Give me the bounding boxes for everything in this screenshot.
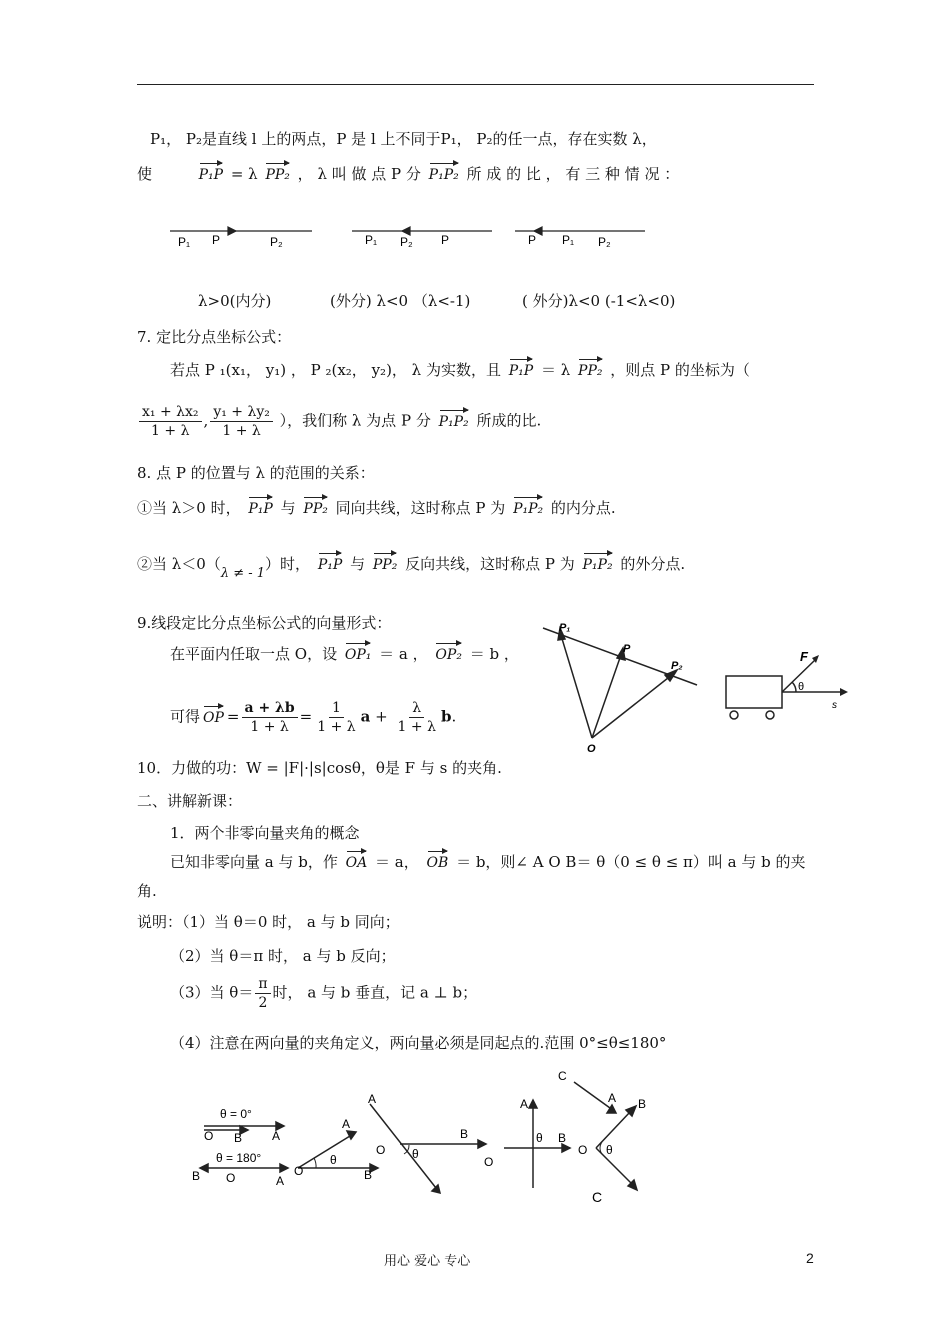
svg-text:C: C: [592, 1189, 603, 1205]
page-number: 2: [806, 1250, 814, 1266]
svg-text:O: O: [484, 1155, 494, 1169]
svg-text:θ: θ: [606, 1143, 613, 1157]
section8-heading: 8. 点 P 的位置与 λ 的范围的关系：: [137, 464, 375, 482]
theta-0-label: θ = 0°: [220, 1107, 252, 1121]
section9-line1: 在平面内任取一点 O，设 OP₁ ＝ a ， OP₂ ＝ b ，: [170, 640, 519, 664]
vector-p1p2: P₁P₂: [583, 550, 613, 573]
svg-text:O: O: [204, 1129, 214, 1143]
note-2: （2）当 θ＝π 时， a 与 b 反向；: [170, 947, 396, 965]
section8-case1: ①当 λ＞0 时， P₁P 与 PP₂ 同向共线，这时称点 P 为 P₁P₂ 的内分点.: [137, 494, 616, 518]
svg-text:θ: θ: [412, 1147, 419, 1161]
header-rule: [137, 84, 814, 85]
vector-op: OP: [203, 703, 224, 726]
svg-text:O: O: [294, 1164, 304, 1178]
svg-text:O: O: [578, 1143, 588, 1157]
section-point-triangle-figure: [535, 618, 710, 758]
vector-p1p2: P₁P₂: [439, 407, 469, 430]
vector-oa: OA: [346, 848, 368, 871]
section7-line1: 若点 P ₁(x₁， y₁) ， P ₂(x₂， y₂)， λ 为实数，且 P₁P ＝ λ PP₂ ，则点 P 的坐标为（: [170, 356, 750, 380]
svg-text:θ: θ: [330, 1153, 337, 1167]
section8-case2: ②当 λ＜0（λ ≠ - 1）时， P₁P 与 PP₂ 反向共线，这时称点 P 为 P₁P₂ 的外分点.: [137, 550, 685, 574]
theta-180-label: θ = 180°: [216, 1151, 262, 1165]
concept-heading: 1．两个非零向量夹角的概念: [170, 824, 360, 842]
vector-op1: OP₁: [345, 640, 372, 663]
svg-text:A: A: [368, 1092, 377, 1106]
vector-pp2: PP₂: [578, 356, 602, 379]
note-1: 说明：（1）当 θ＝0 时， a 与 b 同向；: [137, 913, 400, 931]
theta-label: θ: [798, 681, 805, 693]
angle-definition-line2: 角.: [137, 882, 157, 900]
svg-text:C: C: [558, 1069, 567, 1083]
y-coordinate-fraction: $\frac{\text{y₁ + λy₂}}{1 + \lambda}$: [210, 404, 273, 439]
pi-over-2: $\frac{\pi}{2}$: [255, 976, 270, 1011]
vector-pp2: PP₂: [373, 550, 397, 573]
footer-motto: 用心 爱心 专心: [384, 1254, 471, 1269]
p-label: P: [623, 643, 631, 655]
case3-caption: ( 外分)λ<0 (-1<λ<0): [522, 292, 676, 310]
case1-p2-label: P₂: [270, 235, 283, 249]
vector-p1p: P₁P: [509, 356, 533, 379]
svg-text:B: B: [364, 1168, 373, 1182]
vector-p1p: P₁P: [248, 494, 272, 517]
case2-p2-label: P₂: [400, 235, 413, 249]
section7-line2: $\frac{\text{x₁ + λx₂}}{1 + \lambda}$ , $\frac{\text{y₁ + λy₂}}{1 + \lambda}$ ），我们称 λ 为点 P 分 P₁P₂ 所成的比.: [137, 404, 541, 439]
p1-label: P₁: [559, 622, 571, 634]
case1-caption: λ>0(内分): [198, 292, 272, 310]
svg-text:B: B: [192, 1169, 201, 1183]
angle-definition-line: 已知非零向量 a 与 b，作 OA ＝ a， OB ＝ b，则∠ A O B＝ θ（0 ≤ θ ≤ π）叫 a 与 b 的夹: [170, 848, 806, 872]
formula-fraction-2: $\frac{1}{1 + \lambda}$: [317, 700, 356, 735]
vector-pp2: PP₂: [265, 160, 289, 183]
case3-p2-label: P₂: [598, 235, 611, 249]
p2-label: P₂: [671, 660, 683, 672]
svg-text:O: O: [376, 1143, 386, 1157]
division-cases-figure: [160, 215, 660, 255]
case2-caption: (外分) λ<0 （λ<-1): [330, 292, 471, 310]
s-label: s: [832, 700, 837, 711]
svg-text:A: A: [276, 1174, 285, 1188]
part2-heading: 二、讲解新课：: [137, 792, 243, 810]
ratio-definition-line: 使 P₁P = λ PP₂ ， λ 叫 做 点 P 分 P₁P₂ 所 成 的 比 ， 有 三 种 情 况 ：: [137, 160, 679, 184]
angle-examples-figure: [190, 1068, 670, 1208]
work-force-figure: [720, 648, 850, 724]
svg-text:A: A: [608, 1091, 617, 1105]
svg-text:B: B: [558, 1131, 567, 1145]
svg-text:A: A: [342, 1117, 351, 1131]
section10-work: 10．力做的功：W = |F|·|s|cosθ，θ是 F 与 s 的夹角.: [137, 759, 502, 777]
svg-text:A: A: [272, 1129, 281, 1143]
svg-text:θ: θ: [536, 1131, 543, 1145]
svg-text:B: B: [460, 1127, 469, 1141]
case2-p-label: P: [441, 233, 450, 247]
lambda-condition: λ ≠ - 1: [220, 566, 266, 581]
svg-text:O: O: [226, 1171, 236, 1185]
vector-p1p2: P₁P₂: [429, 160, 459, 183]
svg-text:B: B: [638, 1097, 647, 1111]
case2-p1-label: P₁: [365, 233, 378, 247]
vector-op2: OP₂: [435, 640, 462, 663]
svg-text:B: B: [234, 1131, 243, 1145]
case3-p1-label: P₁: [562, 233, 575, 247]
vector-pp2: PP₂: [303, 494, 327, 517]
formula-fraction-3: $\frac{\lambda}{1 + \lambda}$: [397, 700, 436, 735]
section7-heading: 7. 定比分点坐标公式：: [137, 328, 292, 346]
case3-p-label: P: [528, 233, 537, 247]
section9-formula: 可得 OP = $\frac{a + \lambda b}{1 + \lambda}$ = $\frac{1}{1 + \lambda}$ a + $\frac{\lambda}{1 + \lambda}$ b.: [170, 700, 457, 735]
vector-p1p2: P₁P₂: [513, 494, 543, 517]
section9-heading: 9.线段定比分点坐标公式的向量形式：: [137, 614, 392, 632]
vector-p1p: P₁P: [318, 550, 342, 573]
force-label: F: [800, 649, 808, 664]
o-label: O: [587, 743, 596, 755]
vector-ob: OB: [427, 848, 449, 871]
vector-p1p: P₁P: [199, 160, 223, 183]
x-coordinate-fraction: $\frac{\text{x₁ + λx₂}}{1 + \lambda}$: [139, 404, 202, 439]
note-4: （4）注意在两向量的夹角定义，两向量必须是同起点的.范围 0°≤θ≤180°: [170, 1034, 667, 1052]
formula-fraction-1: $\frac{a + \lambda b}{1 + \lambda}$: [242, 700, 298, 735]
case1-p1-label: P₁: [178, 235, 191, 249]
intro-line: P₁， P₂是直线 l 上的两点，P 是 l 上不同于P₁， P₂的任一点，存在实数 λ，: [150, 130, 657, 148]
note-3: （3）当 θ＝ $\frac{\pi}{2}$ 时， a 与 b 垂直，记 a ⊥ b；: [170, 976, 478, 1011]
svg-text:A: A: [520, 1097, 529, 1111]
case1-p-label: P: [212, 233, 221, 247]
